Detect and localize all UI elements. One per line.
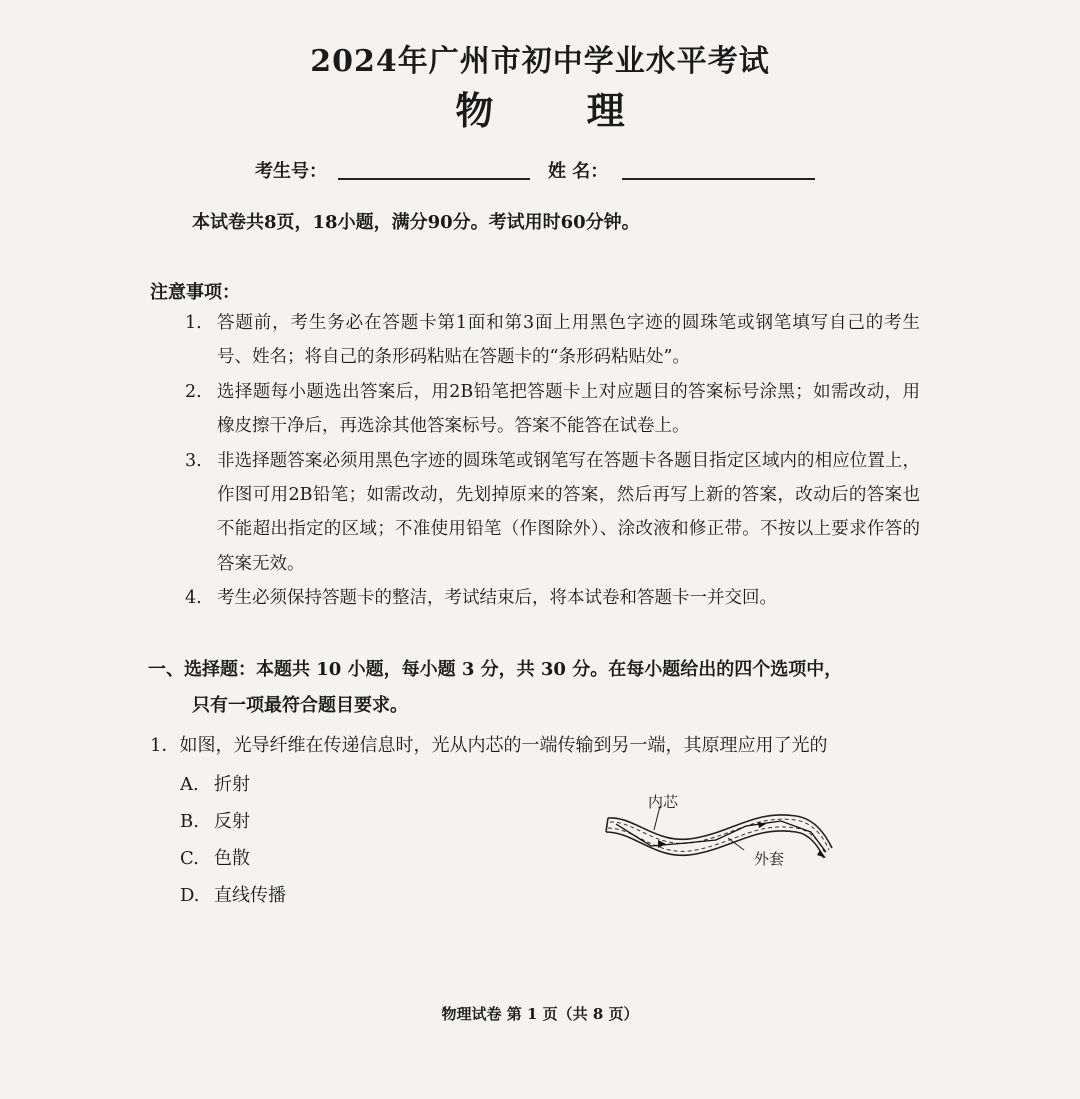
notice-item xyxy=(185,581,920,615)
notice-number: 3. xyxy=(185,450,202,471)
notice-text: 答题前，考生务必在答题卡第1面和第3面上用黑色字迹的圆珠笔或钢笔填写自己的考生号、姓名；将自己的条形码粘贴在答题卡的“条形码粘贴处”。 xyxy=(217,313,920,368)
notice-item xyxy=(185,444,920,582)
option-letter: C. xyxy=(180,848,199,869)
option-letter: B. xyxy=(180,811,199,832)
notice-text: 考生必须保持答题卡的整洁，考试结束后，将本试卷和答题卡一并交回。 xyxy=(217,588,777,609)
fiber-end-cap xyxy=(606,818,608,832)
page-footer: 物理试卷 第 1 页（共 8 页） xyxy=(441,1005,639,1023)
optical-fiber-diagram xyxy=(596,788,846,878)
option-c xyxy=(180,840,286,877)
exam-title: 2024年广州市初中学业水平考试 xyxy=(310,44,770,79)
fiber-core-edge-top xyxy=(610,819,829,850)
question-1-stem: 1．如图，光导纤维在传递信息时，光从内芯的一端传输到另一端，其原理应用了光的 xyxy=(150,735,828,756)
notice-number: 2. xyxy=(185,381,202,402)
fiber-sheath-label: 外套 xyxy=(754,850,785,868)
section-heading-line1: 一、选择题：本题共 10 小题，每小题 3 分，共 30 分。在每小题给出的四个选项中， xyxy=(148,659,843,680)
option-d xyxy=(180,877,286,914)
notice-text: 选择题每小题选出答案后，用2B铅笔把答题卡上对应题目的答案标号涂黑；如需改动，用橡皮擦干净后，再选涂其他答案标号。答案不能答在试卷上。 xyxy=(217,381,920,437)
option-text: 直线传播 xyxy=(214,885,286,906)
notice-heading: 注意事项： xyxy=(150,282,240,303)
notice-item xyxy=(185,306,920,375)
question-1-options xyxy=(180,766,286,914)
option-letter: A. xyxy=(180,774,199,795)
candidate-id-blank xyxy=(338,178,530,180)
notice-text: 非选择题答案必须用黑色字迹的圆珠笔或钢笔写在答题卡各题目指定区域内的相应位置上，作图可用2B铅笔；如需改动，先划掉原来的答案，然后再写上新的答案，改动后的答案也不能超出指定的区域；不准使用铅笔（作图除外）、涂改液和修正带。不按以上要求作答的答案无效。 xyxy=(217,450,920,574)
section-heading xyxy=(148,652,928,724)
section-heading-line2: 只有一项最符合题目要求。 xyxy=(192,695,408,716)
option-letter: D. xyxy=(180,885,200,906)
notice-number: 4. xyxy=(185,588,202,609)
fiber-outer-edge-bottom xyxy=(606,831,824,858)
subject-title: 物 理 xyxy=(455,88,665,133)
option-text: 反射 xyxy=(214,811,250,832)
candidate-name-blank xyxy=(622,178,815,180)
candidate-id-label: 考生号： xyxy=(255,161,327,182)
candidate-name-label: 姓 名： xyxy=(548,161,609,182)
notice-list xyxy=(185,306,920,616)
option-text: 色散 xyxy=(214,848,250,869)
notice-item xyxy=(185,375,920,444)
fiber-core-label: 内芯 xyxy=(648,793,679,811)
notice-number: 1. xyxy=(185,313,202,333)
option-b xyxy=(180,803,286,840)
exam-summary: 本试卷共8页，18小题，满分90分。考试用时60分钟。 xyxy=(192,212,640,233)
option-text: 折射 xyxy=(214,774,250,795)
option-a xyxy=(180,766,286,803)
